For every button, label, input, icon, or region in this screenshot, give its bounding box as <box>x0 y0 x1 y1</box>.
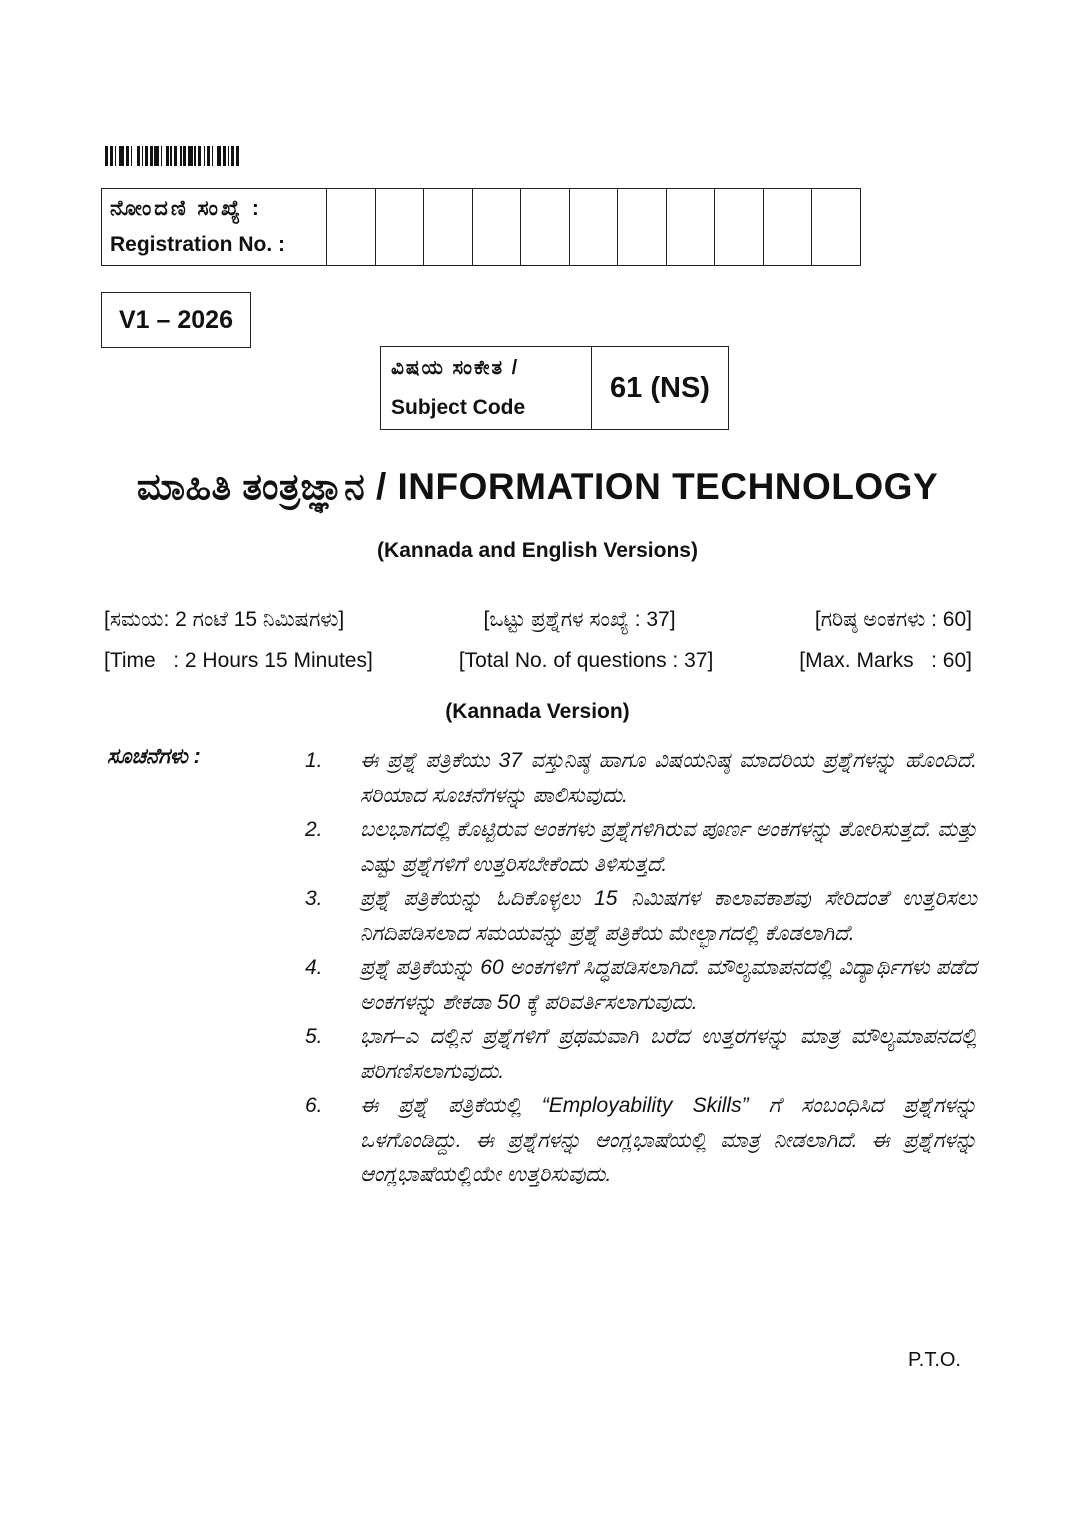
registration-label-en: Registration No. : <box>110 233 286 256</box>
page-turn-note: P.T.O. <box>908 1349 961 1371</box>
subject-code-label <box>381 347 592 430</box>
registration-digit-cell[interactable] <box>812 189 861 266</box>
instruction-item <box>305 813 977 882</box>
instructions-list <box>305 744 977 1193</box>
subject-code-box <box>380 346 729 430</box>
instruction-item <box>305 882 977 951</box>
instruction-text: ಈ ಪ್ರಶ್ನೆ ಪತ್ರಿಕೆಯು 37 ವಸ್ತುನಿಷ್ಠ ಹಾಗೂ ವಿಷಯನಿಷ್ಠ ಮಾದರಿಯ ಪ್ರಶ್ನೆಗಳನ್ನು ಹೊಂದಿದೆ. ಸರಿಯಾದ ಸೂಚನೆಗಳನ್ನು ಪಾಲಿಸುವುದು. <box>360 749 977 807</box>
meta-row-kannada <box>104 608 972 632</box>
instruction-number: 2. <box>305 818 323 841</box>
instruction-text: ಈ ಪ್ರಶ್ನೆ ಪತ್ರಿಕೆಯಲ್ಲಿ “Employability Skills” ಗೆ ಸಂಬಂಧಿಸಿದ ಪ್ರಶ್ನೆಗಳನ್ನು ಒಳಗೊಂಡಿದ್ದು. ಈ ಪ್ರಶ್ನೆಗಳನ್ನು ಆಂಗ್ಲಭಾಷೆಯಲ್ಲಿ ಮಾತ್ರ ನೀಡಲಾಗಿದೆ. ಈ ಪ್ರಶ್ನೆಗಳನ್ನು ಆಂಗ್ಲಭಾಷೆಯಲ್ಲಿಯೇ ಉತ್ತರಿಸುವುದು. <box>360 1094 977 1186</box>
marks-kn: [ಗರಿಷ್ಠ ಅಂಕಗಳು : 60] <box>814 608 972 631</box>
instruction-number: 6. <box>305 1094 323 1117</box>
registration-digit-cell[interactable] <box>424 189 473 266</box>
version-code-box: V1 – 2026 <box>101 292 251 348</box>
instructions-heading: ಸೂಚನೆಗಳು : <box>107 745 201 768</box>
paper-subtitle: (Kannada and English Versions) <box>377 539 698 562</box>
registration-digit-cell[interactable] <box>521 189 570 266</box>
registration-digit-cell[interactable] <box>763 189 812 266</box>
subject-code-label-en: Subject Code <box>391 396 526 419</box>
time-kn: [ಸಮಯ: 2 ಗಂಟೆ 15 ನಿಮಿಷಗಳು] <box>104 608 345 631</box>
instruction-text: ಪ್ರಶ್ನೆ ಪತ್ರಿಕೆಯನ್ನು 60 ಅಂಕಗಳಿಗೆ ಸಿದ್ಧಪಡಿಸಲಾಗಿದೆ. ಮೌಲ್ಯಮಾಪನದಲ್ಲಿ ವಿದ್ಯಾರ್ಥಿಗಳು ಪಡೆದ ಅಂಕಗಳನ್ನು ಶೇಕಡಾ 50 ಕ್ಕೆ ಪರಿವರ್ತಿಸಲಾಗುವುದು. <box>360 956 977 1014</box>
instruction-number: 3. <box>305 887 323 910</box>
questions-en: [Total No. of questions : 37] <box>458 649 714 672</box>
registration-digit-cell[interactable] <box>618 189 667 266</box>
instruction-item <box>305 1089 977 1193</box>
instruction-number: 1. <box>305 749 323 772</box>
registration-digit-cell[interactable] <box>715 189 764 266</box>
section-title: (Kannada Version) <box>445 700 630 723</box>
paper-title: ಮಾಹಿತಿ ತಂತ್ರಜ್ಞಾನ / INFORMATION TECHNOLOGY <box>136 466 939 507</box>
registration-box <box>101 188 861 266</box>
registration-digit-cell[interactable] <box>472 189 521 266</box>
instruction-text: ಭಾಗ–ಎ ದಲ್ಲಿನ ಪ್ರಶ್ನೆಗಳಿಗೆ ಪ್ರಥಮವಾಗಿ ಬರೆದ ಉತ್ತರಗಳನ್ನು ಮಾತ್ರ ಮೌಲ್ಯಮಾಪನದಲ್ಲಿ ಪರಿಗಣಿಸಲಾಗುವುದು. <box>360 1025 977 1083</box>
registration-digit-cell[interactable] <box>569 189 618 266</box>
instruction-item <box>305 951 977 1020</box>
instruction-text: ಬಲಭಾಗದಲ್ಲಿ ಕೊಟ್ಟಿರುವ ಅಂಕಗಳು ಪ್ರಶ್ನೆಗಳಿಗಿರುವ ಪೂರ್ಣ ಅಂಕಗಳನ್ನು ತೋರಿಸುತ್ತದೆ. ಮತ್ತು ಎಷ್ಟು ಪ್ರಶ್ನೆಗಳಿಗೆ ಉತ್ತರಿಸಬೇಕೆಂದು ತಿಳಿಸುತ್ತದೆ. <box>360 818 977 876</box>
registration-digit-cell[interactable] <box>666 189 715 266</box>
instruction-item <box>305 1020 977 1089</box>
instruction-number: 4. <box>305 956 323 979</box>
meta-row-english <box>104 649 972 673</box>
instruction-number: 5. <box>305 1025 323 1048</box>
subject-code-value: 61 (NS) <box>592 347 729 430</box>
questions-kn: [ಒಟ್ಟು ಪ್ರಶ್ನೆಗಳ ಸಂಖ್ಯೆ : 37] <box>483 608 676 631</box>
registration-label-kn: ನೋಂದಣಿ ಸಂಖ್ಯೆ : <box>110 197 262 220</box>
instruction-item <box>305 744 977 813</box>
registration-label <box>102 189 327 266</box>
registration-digit-cell[interactable] <box>327 189 376 266</box>
time-en: [Time : 2 Hours 15 Minutes] <box>104 649 373 672</box>
registration-digit-cell[interactable] <box>375 189 424 266</box>
instruction-text: ಪ್ರಶ್ನೆ ಪತ್ರಿಕೆಯನ್ನು ಓದಿಕೊಳ್ಳಲು 15 ನಿಮಿಷಗಳ ಕಾಲಾವಕಾಶವು ಸೇರಿದಂತೆ ಉತ್ತರಿಸಲು ನಿಗದಿಪಡಿಸಲಾದ ಸಮಯವನ್ನು ಪ್ರಶ್ನೆ ಪತ್ರಿಕೆಯ ಮೇಲ್ಭಾಗದಲ್ಲಿ ಕೊಡಲಾಗಿದೆ. <box>360 887 977 945</box>
subject-code-label-kn: ವಿಷಯ ಸಂಕೇತ / <box>391 357 520 379</box>
barcode-image <box>105 146 239 166</box>
marks-en: [Max. Marks : 60] <box>799 649 972 672</box>
